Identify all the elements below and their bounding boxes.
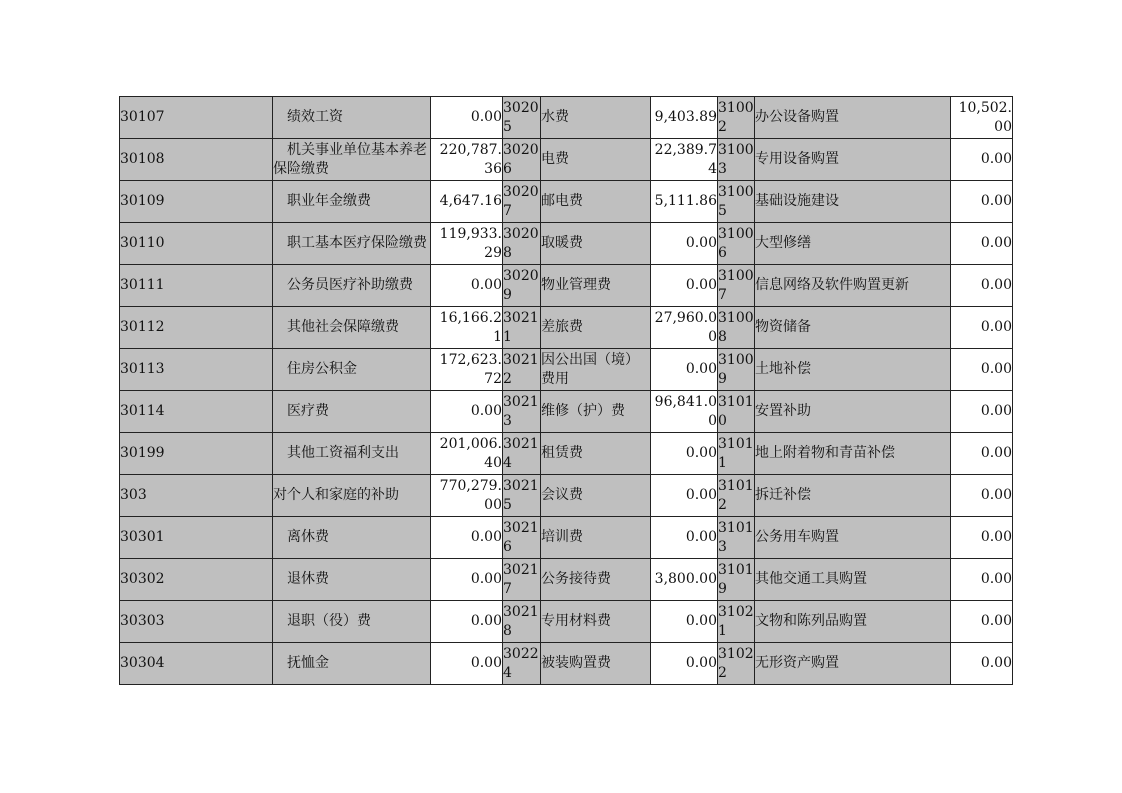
econ-name-cell: 维修（护）费 xyxy=(541,391,651,433)
econ-name-cell: 培训费 xyxy=(541,517,651,559)
amount-cell: 3,800.00 xyxy=(651,559,718,601)
econ-code-cell: 30206 xyxy=(503,139,541,181)
econ-name-cell: 办公设备购置 xyxy=(755,97,951,139)
amount-cell: 0.00 xyxy=(951,265,1013,307)
econ-code-cell: 31007 xyxy=(718,265,755,307)
table-row xyxy=(120,181,1013,223)
table-row xyxy=(120,475,1013,517)
amount-cell: 0.00 xyxy=(651,475,718,517)
amount-cell: 0.00 xyxy=(951,475,1013,517)
table-row xyxy=(120,223,1013,265)
econ-name-cell: 被装购置费 xyxy=(541,643,651,685)
amount-cell: 0.00 xyxy=(951,517,1013,559)
econ-name-cell: 安置补助 xyxy=(755,391,951,433)
amount-cell: 0.00 xyxy=(951,139,1013,181)
econ-name-cell: 信息网络及软件购置更新 xyxy=(755,265,951,307)
econ-name-cell: 物资储备 xyxy=(755,307,951,349)
econ-name-cell: 退休费 xyxy=(273,559,431,601)
econ-code-cell: 31005 xyxy=(718,181,755,223)
econ-code-cell: 31003 xyxy=(718,139,755,181)
amount-cell: 119,933.29 xyxy=(431,223,503,265)
amount-cell: 0.00 xyxy=(951,433,1013,475)
econ-name-cell: 抚恤金 xyxy=(273,643,431,685)
econ-name-cell: 其他工资福利支出 xyxy=(273,433,431,475)
econ-code-cell: 31010 xyxy=(718,391,755,433)
econ-code-cell: 30112 xyxy=(120,307,273,349)
econ-code-cell: 31022 xyxy=(718,643,755,685)
econ-name-cell: 会议费 xyxy=(541,475,651,517)
amount-cell: 0.00 xyxy=(651,433,718,475)
econ-code-cell: 31019 xyxy=(718,559,755,601)
amount-cell: 0.00 xyxy=(431,601,503,643)
econ-code-cell: 30213 xyxy=(503,391,541,433)
amount-cell: 0.00 xyxy=(951,601,1013,643)
amount-cell: 0.00 xyxy=(651,517,718,559)
econ-code-cell: 30216 xyxy=(503,517,541,559)
amount-cell: 16,166.21 xyxy=(431,307,503,349)
econ-name-cell: 邮电费 xyxy=(541,181,651,223)
table-row xyxy=(120,265,1013,307)
econ-code-cell: 31021 xyxy=(718,601,755,643)
amount-cell: 0.00 xyxy=(431,391,503,433)
amount-cell: 0.00 xyxy=(951,391,1013,433)
econ-name-cell: 职业年金缴费 xyxy=(273,181,431,223)
amount-cell: 0.00 xyxy=(951,643,1013,685)
econ-name-cell: 取暖费 xyxy=(541,223,651,265)
econ-code-cell: 30111 xyxy=(120,265,273,307)
amount-cell: 27,960.00 xyxy=(651,307,718,349)
amount-cell: 0.00 xyxy=(431,559,503,601)
amount-cell: 0.00 xyxy=(951,349,1013,391)
amount-cell: 96,841.00 xyxy=(651,391,718,433)
econ-code-cell: 30218 xyxy=(503,601,541,643)
econ-code-cell: 30199 xyxy=(120,433,273,475)
econ-name-cell: 职工基本医疗保险缴费 xyxy=(273,223,431,265)
econ-name-cell: 对个人和家庭的补助 xyxy=(273,475,431,517)
amount-cell: 0.00 xyxy=(951,307,1013,349)
econ-name-cell: 公务员医疗补助缴费 xyxy=(273,265,431,307)
econ-code-cell: 30217 xyxy=(503,559,541,601)
econ-code-cell: 30302 xyxy=(120,559,273,601)
econ-code-cell: 31009 xyxy=(718,349,755,391)
amount-cell: 4,647.16 xyxy=(431,181,503,223)
econ-code-cell: 30215 xyxy=(503,475,541,517)
econ-code-cell: 31011 xyxy=(718,433,755,475)
econ-name-cell: 拆迁补偿 xyxy=(755,475,951,517)
econ-name-cell: 差旅费 xyxy=(541,307,651,349)
amount-cell: 0.00 xyxy=(951,559,1013,601)
econ-name-cell: 无形资产购置 xyxy=(755,643,951,685)
econ-code-cell: 30301 xyxy=(120,517,273,559)
amount-cell: 172,623.72 xyxy=(431,349,503,391)
econ-name-cell: 地上附着物和青苗补偿 xyxy=(755,433,951,475)
amount-cell: 0.00 xyxy=(431,97,503,139)
amount-cell: 0.00 xyxy=(651,223,718,265)
econ-code-cell: 30224 xyxy=(503,643,541,685)
econ-name-cell: 租赁费 xyxy=(541,433,651,475)
table-row xyxy=(120,139,1013,181)
econ-name-cell: 医疗费 xyxy=(273,391,431,433)
econ-name-cell: 水费 xyxy=(541,97,651,139)
econ-name-cell: 因公出国（境）费用 xyxy=(541,349,651,391)
econ-name-cell: 其他交通工具购置 xyxy=(755,559,951,601)
econ-name-cell: 公务用车购置 xyxy=(755,517,951,559)
table-row xyxy=(120,643,1013,685)
table-row xyxy=(120,307,1013,349)
amount-cell: 0.00 xyxy=(951,181,1013,223)
econ-code-cell: 31012 xyxy=(718,475,755,517)
econ-code-cell: 31002 xyxy=(718,97,755,139)
table-row xyxy=(120,97,1013,139)
econ-name-cell: 绩效工资 xyxy=(273,97,431,139)
amount-cell: 5,111.86 xyxy=(651,181,718,223)
econ-code-cell: 30209 xyxy=(503,265,541,307)
econ-code-cell: 30114 xyxy=(120,391,273,433)
econ-name-cell: 公务接待费 xyxy=(541,559,651,601)
econ-name-cell: 物业管理费 xyxy=(541,265,651,307)
econ-code-cell: 30207 xyxy=(503,181,541,223)
econ-name-cell: 电费 xyxy=(541,139,651,181)
table-row xyxy=(120,559,1013,601)
econ-name-cell: 大型修缮 xyxy=(755,223,951,265)
amount-cell: 0.00 xyxy=(431,517,503,559)
table-body xyxy=(120,97,1013,685)
econ-code-cell: 30109 xyxy=(120,181,273,223)
budget-expenditure-table xyxy=(119,96,1013,685)
econ-code-cell: 30205 xyxy=(503,97,541,139)
amount-cell: 9,403.89 xyxy=(651,97,718,139)
amount-cell: 770,279.00 xyxy=(431,475,503,517)
amount-cell: 0.00 xyxy=(651,265,718,307)
econ-code-cell: 303 xyxy=(120,475,273,517)
econ-name-cell: 基础设施建设 xyxy=(755,181,951,223)
econ-name-cell: 离休费 xyxy=(273,517,431,559)
amount-cell: 0.00 xyxy=(651,349,718,391)
econ-name-cell: 专用设备购置 xyxy=(755,139,951,181)
econ-name-cell: 其他社会保障缴费 xyxy=(273,307,431,349)
econ-code-cell: 30107 xyxy=(120,97,273,139)
amount-cell: 220,787.36 xyxy=(431,139,503,181)
econ-name-cell: 文物和陈列品购置 xyxy=(755,601,951,643)
econ-code-cell: 31008 xyxy=(718,307,755,349)
amount-cell: 22,389.74 xyxy=(651,139,718,181)
econ-code-cell: 30303 xyxy=(120,601,273,643)
econ-code-cell: 31013 xyxy=(718,517,755,559)
amount-cell: 0.00 xyxy=(431,265,503,307)
amount-cell: 0.00 xyxy=(951,223,1013,265)
amount-cell: 0.00 xyxy=(431,643,503,685)
table-row xyxy=(120,601,1013,643)
econ-name-cell: 专用材料费 xyxy=(541,601,651,643)
econ-name-cell: 住房公积金 xyxy=(273,349,431,391)
econ-code-cell: 30304 xyxy=(120,643,273,685)
amount-cell: 10,502.00 xyxy=(951,97,1013,139)
table-row xyxy=(120,517,1013,559)
table-row xyxy=(120,349,1013,391)
econ-code-cell: 30113 xyxy=(120,349,273,391)
econ-code-cell: 30108 xyxy=(120,139,273,181)
table-row xyxy=(120,433,1013,475)
amount-cell: 0.00 xyxy=(651,601,718,643)
econ-code-cell: 30214 xyxy=(503,433,541,475)
amount-cell: 201,006.40 xyxy=(431,433,503,475)
econ-code-cell: 30212 xyxy=(503,349,541,391)
econ-code-cell: 30211 xyxy=(503,307,541,349)
econ-code-cell: 30208 xyxy=(503,223,541,265)
amount-cell: 0.00 xyxy=(651,643,718,685)
econ-name-cell: 退职（役）费 xyxy=(273,601,431,643)
econ-code-cell: 31006 xyxy=(718,223,755,265)
econ-code-cell: 30110 xyxy=(120,223,273,265)
econ-name-cell: 土地补偿 xyxy=(755,349,951,391)
econ-name-cell: 机关事业单位基本养老保险缴费 xyxy=(273,139,431,181)
table-row xyxy=(120,391,1013,433)
